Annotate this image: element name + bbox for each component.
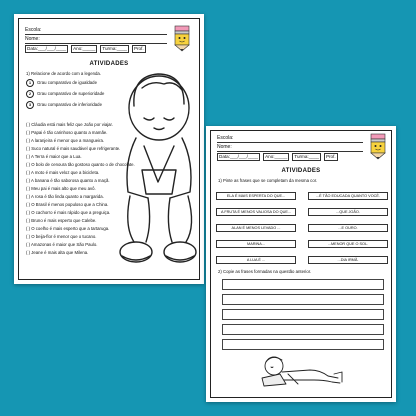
- page-title: ATIVIDADES: [89, 61, 129, 67]
- sentence-item: ( ) O beija-flor é menor que o tucano.: [26, 234, 97, 239]
- instruction: 1) Relacione de acordo com a legenda.: [26, 71, 102, 76]
- page-title: ATIVIDADES: [281, 168, 321, 174]
- legend-number: 3: [26, 101, 34, 109]
- legend-item: [26, 79, 97, 87]
- sentence-item: ( ) A laranjeira é menor que a mangueira.: [26, 138, 105, 143]
- sentence-item: ( ) A banana é tão saborosa quanto a maçã.: [26, 178, 110, 183]
- name-field[interactable]: [217, 143, 363, 152]
- phrase-start[interactable]: ALAN É MENOS LEVADO ...: [216, 224, 296, 232]
- sentence-item: ( ) Amazonas é maior que São Paulo.: [26, 242, 98, 247]
- sentence-item: ( ) Bruno é mais esperto que Calebe.: [26, 218, 97, 223]
- pencil-mascot-icon: [172, 24, 192, 52]
- name-label: Nome:: [25, 36, 40, 42]
- worksheet-page-1: [14, 14, 204, 284]
- header-fields: [25, 26, 167, 53]
- phrase-start[interactable]: MARINA...: [216, 240, 296, 248]
- phrase-end[interactable]: ...DIA IRMÃ.: [308, 256, 388, 264]
- date-field[interactable]: Data:___/___/____: [27, 46, 67, 51]
- sentence-item: ( ) A Terra é maior que a Lua.: [26, 154, 82, 159]
- year-field[interactable]: Ano:_____: [73, 46, 96, 51]
- phrase-end[interactable]: ...QUE JOÃO.: [308, 208, 388, 216]
- sentence-item: ( ) O coelho é mais esperto que a tartaruga.: [26, 226, 110, 231]
- sentence-item: ( ) O cachorro é mais rápido que a preguiça.: [26, 210, 111, 215]
- sentence-item: ( ) Suco natural é mais saudável que refrigerante.: [26, 146, 121, 151]
- phrase-end[interactable]: ...É TÃO EDUCADA QUANTO VOCÊ.: [308, 192, 388, 200]
- sentence-item: ( ) O bolo de cenoura tão gostoso quanto o de chocolate.: [26, 162, 135, 167]
- sentence-item: ( ) A rosa é tão linda quanto a margarida.: [26, 194, 104, 199]
- class-field[interactable]: Turma:____: [294, 154, 319, 159]
- phrase-start[interactable]: A LUA É ...: [216, 256, 296, 264]
- answer-box[interactable]: [222, 324, 384, 335]
- sentence-item: ( ) Jeane é mais alta que Milena.: [26, 250, 89, 255]
- legend-item: [26, 90, 104, 98]
- name-label: Nome:: [217, 144, 232, 150]
- instruction: 2) Copie as frases formadas na questão anterior.: [218, 269, 312, 274]
- school-label: Escola:: [217, 135, 234, 141]
- sentence-item: ( ) Cláudia está mais feliz que João por viajar.: [26, 122, 113, 127]
- sentence-item: ( ) Papai é tão carinhoso quanto a mamãe.: [26, 130, 108, 135]
- legend-label: Grau comparativo de superioridade: [37, 91, 105, 97]
- legend-item: [26, 101, 102, 109]
- answer-box[interactable]: [222, 339, 384, 350]
- class-field[interactable]: Turma:____: [102, 46, 127, 51]
- legend-label: Grau comparativo de inferioridade: [37, 102, 102, 108]
- sentence-item: ( ) O Brasil é menos populoso que a China.: [26, 202, 109, 207]
- teacher-field[interactable]: Prof.: [133, 46, 144, 51]
- boy-reading-illustration: [114, 66, 198, 276]
- pencil-mascot-icon: [368, 132, 388, 160]
- answer-box[interactable]: [222, 309, 384, 320]
- legend-number: 2: [26, 90, 34, 98]
- worksheet-page-2: [206, 126, 396, 402]
- school-field[interactable]: [25, 26, 167, 35]
- phrase-start[interactable]: A FRUTA É MENOS VALIOSA DO QUE...: [216, 208, 296, 216]
- kid-reading-illustration: [258, 352, 344, 388]
- date-field[interactable]: Data:___/___/____: [219, 154, 259, 159]
- phrase-end[interactable]: ...MENOR QUE O SOL.: [308, 240, 388, 248]
- year-field[interactable]: Ano:_____: [265, 154, 288, 159]
- answer-box[interactable]: [222, 279, 384, 290]
- phrase-start[interactable]: ELA É MAIS ESPERTA DO QUE...: [216, 192, 296, 200]
- school-field[interactable]: [217, 134, 363, 143]
- phrase-end[interactable]: ...E OURO.: [308, 224, 388, 232]
- answer-box[interactable]: [222, 294, 384, 305]
- sentence-item: ( ) Meu pai é mais alto que meu avô.: [26, 186, 96, 191]
- name-field[interactable]: [25, 35, 167, 44]
- school-label: Escola:: [25, 27, 42, 33]
- sentence-item: ( ) A moto é mais veloz que a bicicleta.: [26, 170, 100, 175]
- legend-label: Grau comparativo de igualdade: [37, 80, 97, 86]
- legend-number: 1: [26, 79, 34, 87]
- header-fields: [217, 134, 363, 161]
- teacher-field[interactable]: Prof.: [325, 154, 336, 159]
- instruction: 1) Pinte as frases que se completam da mesma cor.: [218, 178, 318, 183]
